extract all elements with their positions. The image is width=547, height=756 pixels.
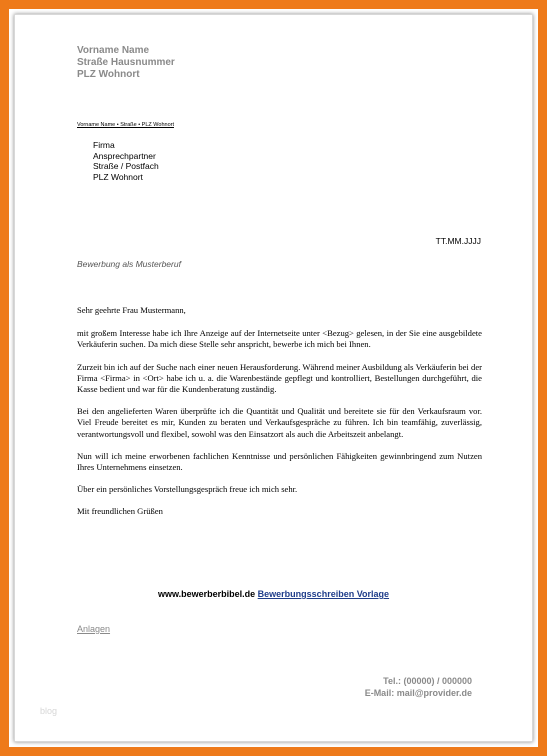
letter-date: TT.MM.JJJJ	[435, 236, 481, 246]
return-address-line: Vorname Name • Straße • PLZ Wohnort	[77, 122, 174, 128]
paragraph-1: mit großem Interesse habe ich Ihre Anzeige auf der Internetseite unter <Bezug> gelesen, in der Sie eine ausgebildete Verkäuferin suchen. Da mich diese Stelle sehr anspricht, bewerbe ich mich bei Ihnen.	[77, 328, 482, 350]
recipient-company: Firma	[93, 140, 115, 150]
contact-email: E-Mail: mail@provider.de	[364, 688, 472, 698]
recipient-block	[93, 140, 159, 182]
recipient-city: PLZ Wohnort	[93, 171, 143, 182]
blog-watermark: blog	[40, 706, 58, 716]
attachments-label: Anlagen	[77, 624, 111, 634]
paragraph-2: Zurzeit bin ich auf der Suche nach einer neuen Herausforderung. Während meiner Ausbildung als Verkäuferin bei der Firma <Firma> in <Ort> habe ich u. a. die Warenbestände gepflegt und kontrolliert, Bestellungen durchgeführt, die Kasse bedient und war für die Kundenberatung zuständig.	[77, 361, 482, 395]
paragraph-5: Über ein persönliches Vorstellungsgespräch freue ich mich sehr.	[77, 484, 298, 495]
template-link[interactable]: Bewerbungsschreiben Vorlage	[257, 589, 390, 599]
letter-body	[77, 305, 482, 518]
contact-block	[365, 675, 472, 699]
paragraph-4: Nun will ich meine erworbenen fachlichen Kenntnisse und persönlichen Fähigkeiten gewinnbringend zum Nutzen Ihres Unternehmens einsetzen.	[77, 450, 482, 473]
recipient-street: Straße / Postfach	[93, 161, 159, 171]
subject-line: Bewerbung als Musterberuf	[77, 259, 181, 269]
closing: Mit freundlichen Grüßen	[77, 506, 163, 517]
letter-page	[14, 14, 533, 742]
salutation: Sehr geehrte Frau Mustermann,	[77, 305, 186, 315]
footer-site-text: www.bewerberbibel.de	[157, 589, 256, 599]
paragraph-3: Bei den angelieferten Waren überprüfte ich die Quantität und Qualität und bereitete sie für den Verkaufsraum vor. Viel Freude bereitet es mir, Kunden zu beraten und Verkaufsgespräche zu führen. Ich bin teamfähig, zuverlässig, verantwortungsvoll und flexibel, sowohl was den Einsatzort als auch die Arbeitszeit anbelangt.	[77, 406, 482, 439]
sender-street: Straße Hausnummer	[77, 57, 175, 68]
sender-name: Vorname Name	[77, 45, 150, 56]
sender-city: PLZ Wohnort	[77, 69, 140, 80]
sender-block	[77, 45, 175, 81]
footer-link-line	[14, 589, 533, 599]
recipient-contact: Ansprechpartner	[93, 150, 156, 161]
contact-phone: Tel.: (00000) / 000000	[383, 676, 472, 686]
